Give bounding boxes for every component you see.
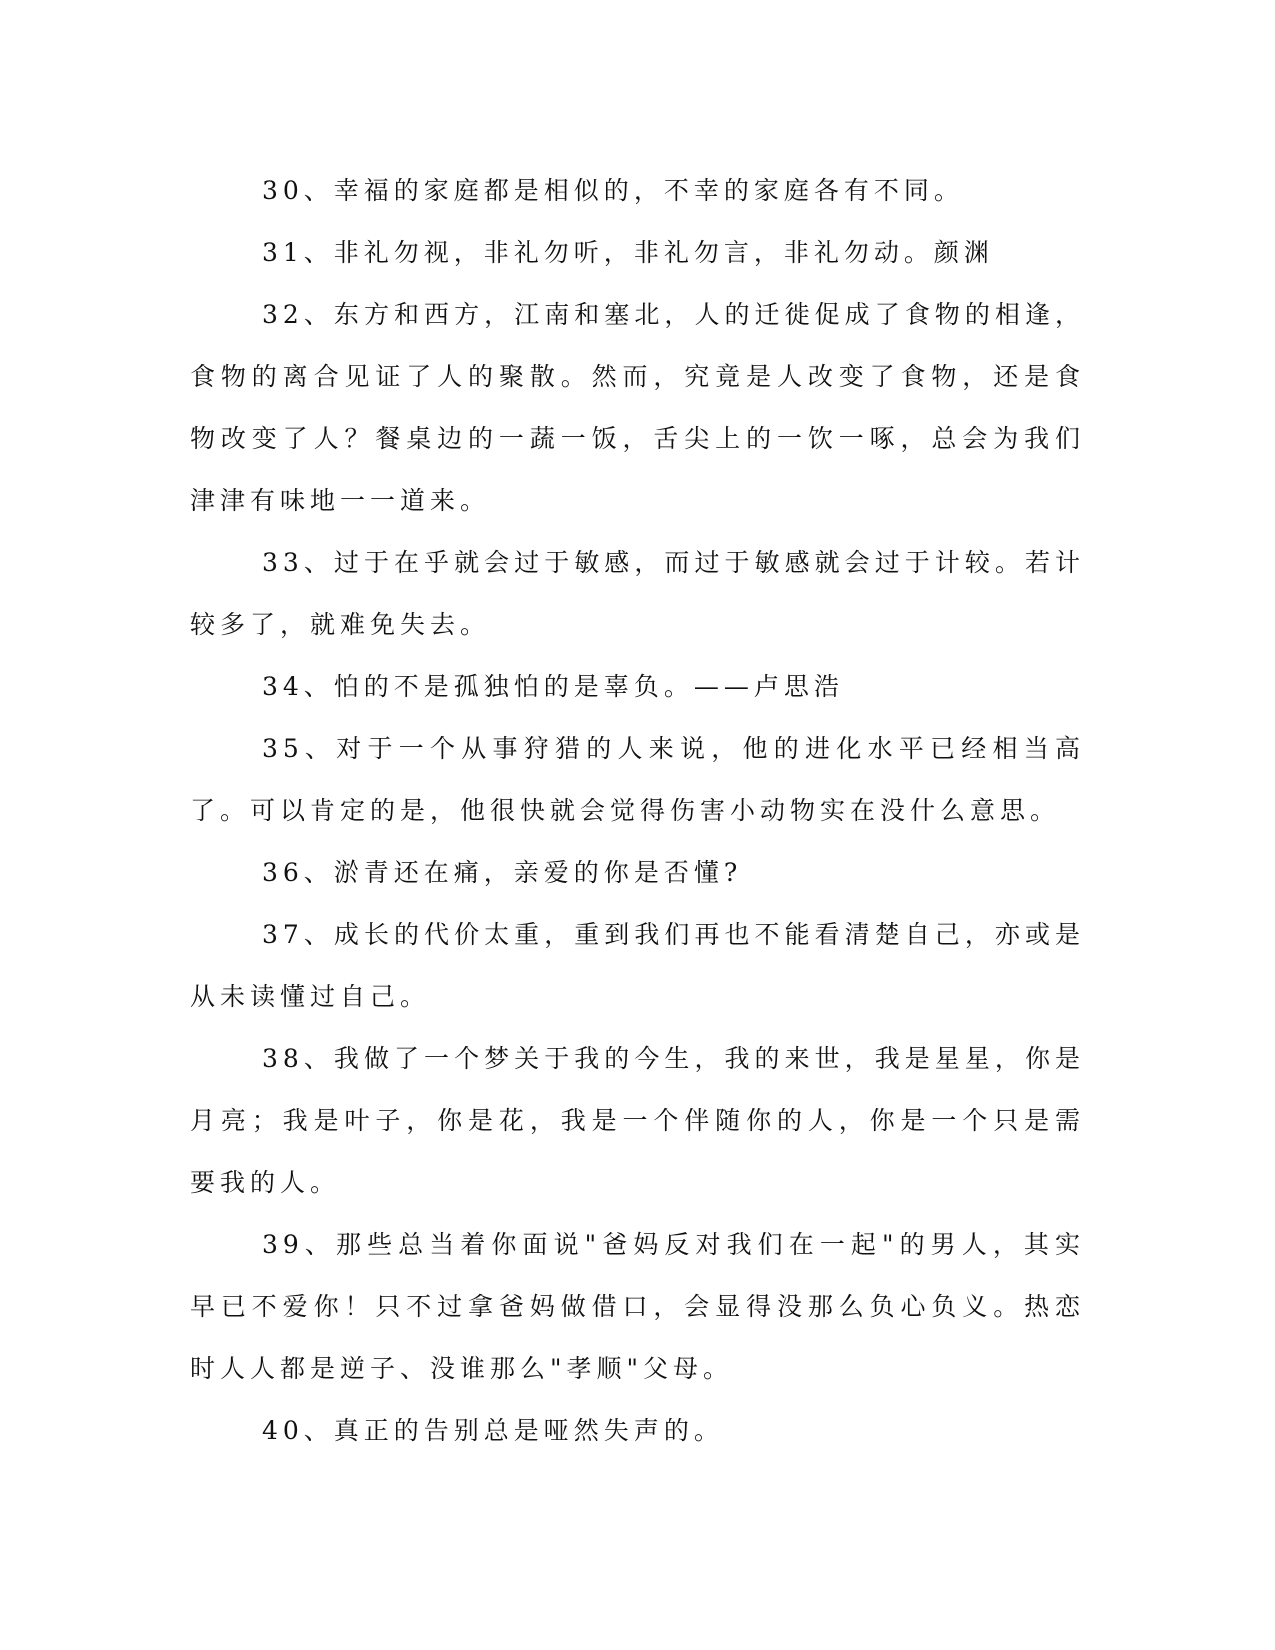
paragraph-34: 34、怕的不是孤独怕的是辜负。——卢思浩 — [262, 672, 844, 701]
document-body — [190, 160, 1085, 1462]
paragraph-30: 30、幸福的家庭都是相似的，不幸的家庭各有不同。 — [262, 176, 964, 205]
paragraph-37: 37、成长的代价太重，重到我们再也不能看清楚自己，亦或是从未读懂过自己。 — [190, 920, 1085, 1011]
paragraph-32: 32、东方和西方，江南和塞北，人的迁徙促成了食物的相逢，食物的离合见证了人的聚散。然而，究竟是人改变了食物，还是食物改变了人？餐桌边的一蔬一饭，舌尖上的一饮一啄，总会为我们津津有味地一一道来。 — [190, 300, 1085, 515]
paragraph-35: 35、对于一个从事狩猎的人来说，他的进化水平已经相当高了。可以肯定的是，他很快就会觉得伤害小动物实在没什么意思。 — [190, 734, 1085, 825]
paragraph-39: 39、那些总当着你面说"爸妈反对我们在一起"的男人，其实早已不爱你！只不过拿爸妈做借口，会显得没那么负心负义。热恋时人人都是逆子、没谁那么"孝顺"父母。 — [190, 1230, 1085, 1383]
paragraph-31: 31、非礼勿视，非礼勿听，非礼勿言，非礼勿动。颜渊 — [262, 238, 994, 267]
paragraph-38: 38、我做了一个梦关于我的今生，我的来世，我是星星，你是月亮；我是叶子，你是花，我是一个伴随你的人，你是一个只是需要我的人。 — [190, 1044, 1085, 1197]
paragraph-33: 33、过于在乎就会过于敏感，而过于敏感就会过于计较。若计较多了，就难免失去。 — [190, 548, 1085, 639]
paragraph-40: 40、真正的告别总是哑然失声的。 — [262, 1416, 724, 1445]
paragraph-36: 36、淤青还在痛，亲爱的你是否懂? — [262, 858, 743, 887]
